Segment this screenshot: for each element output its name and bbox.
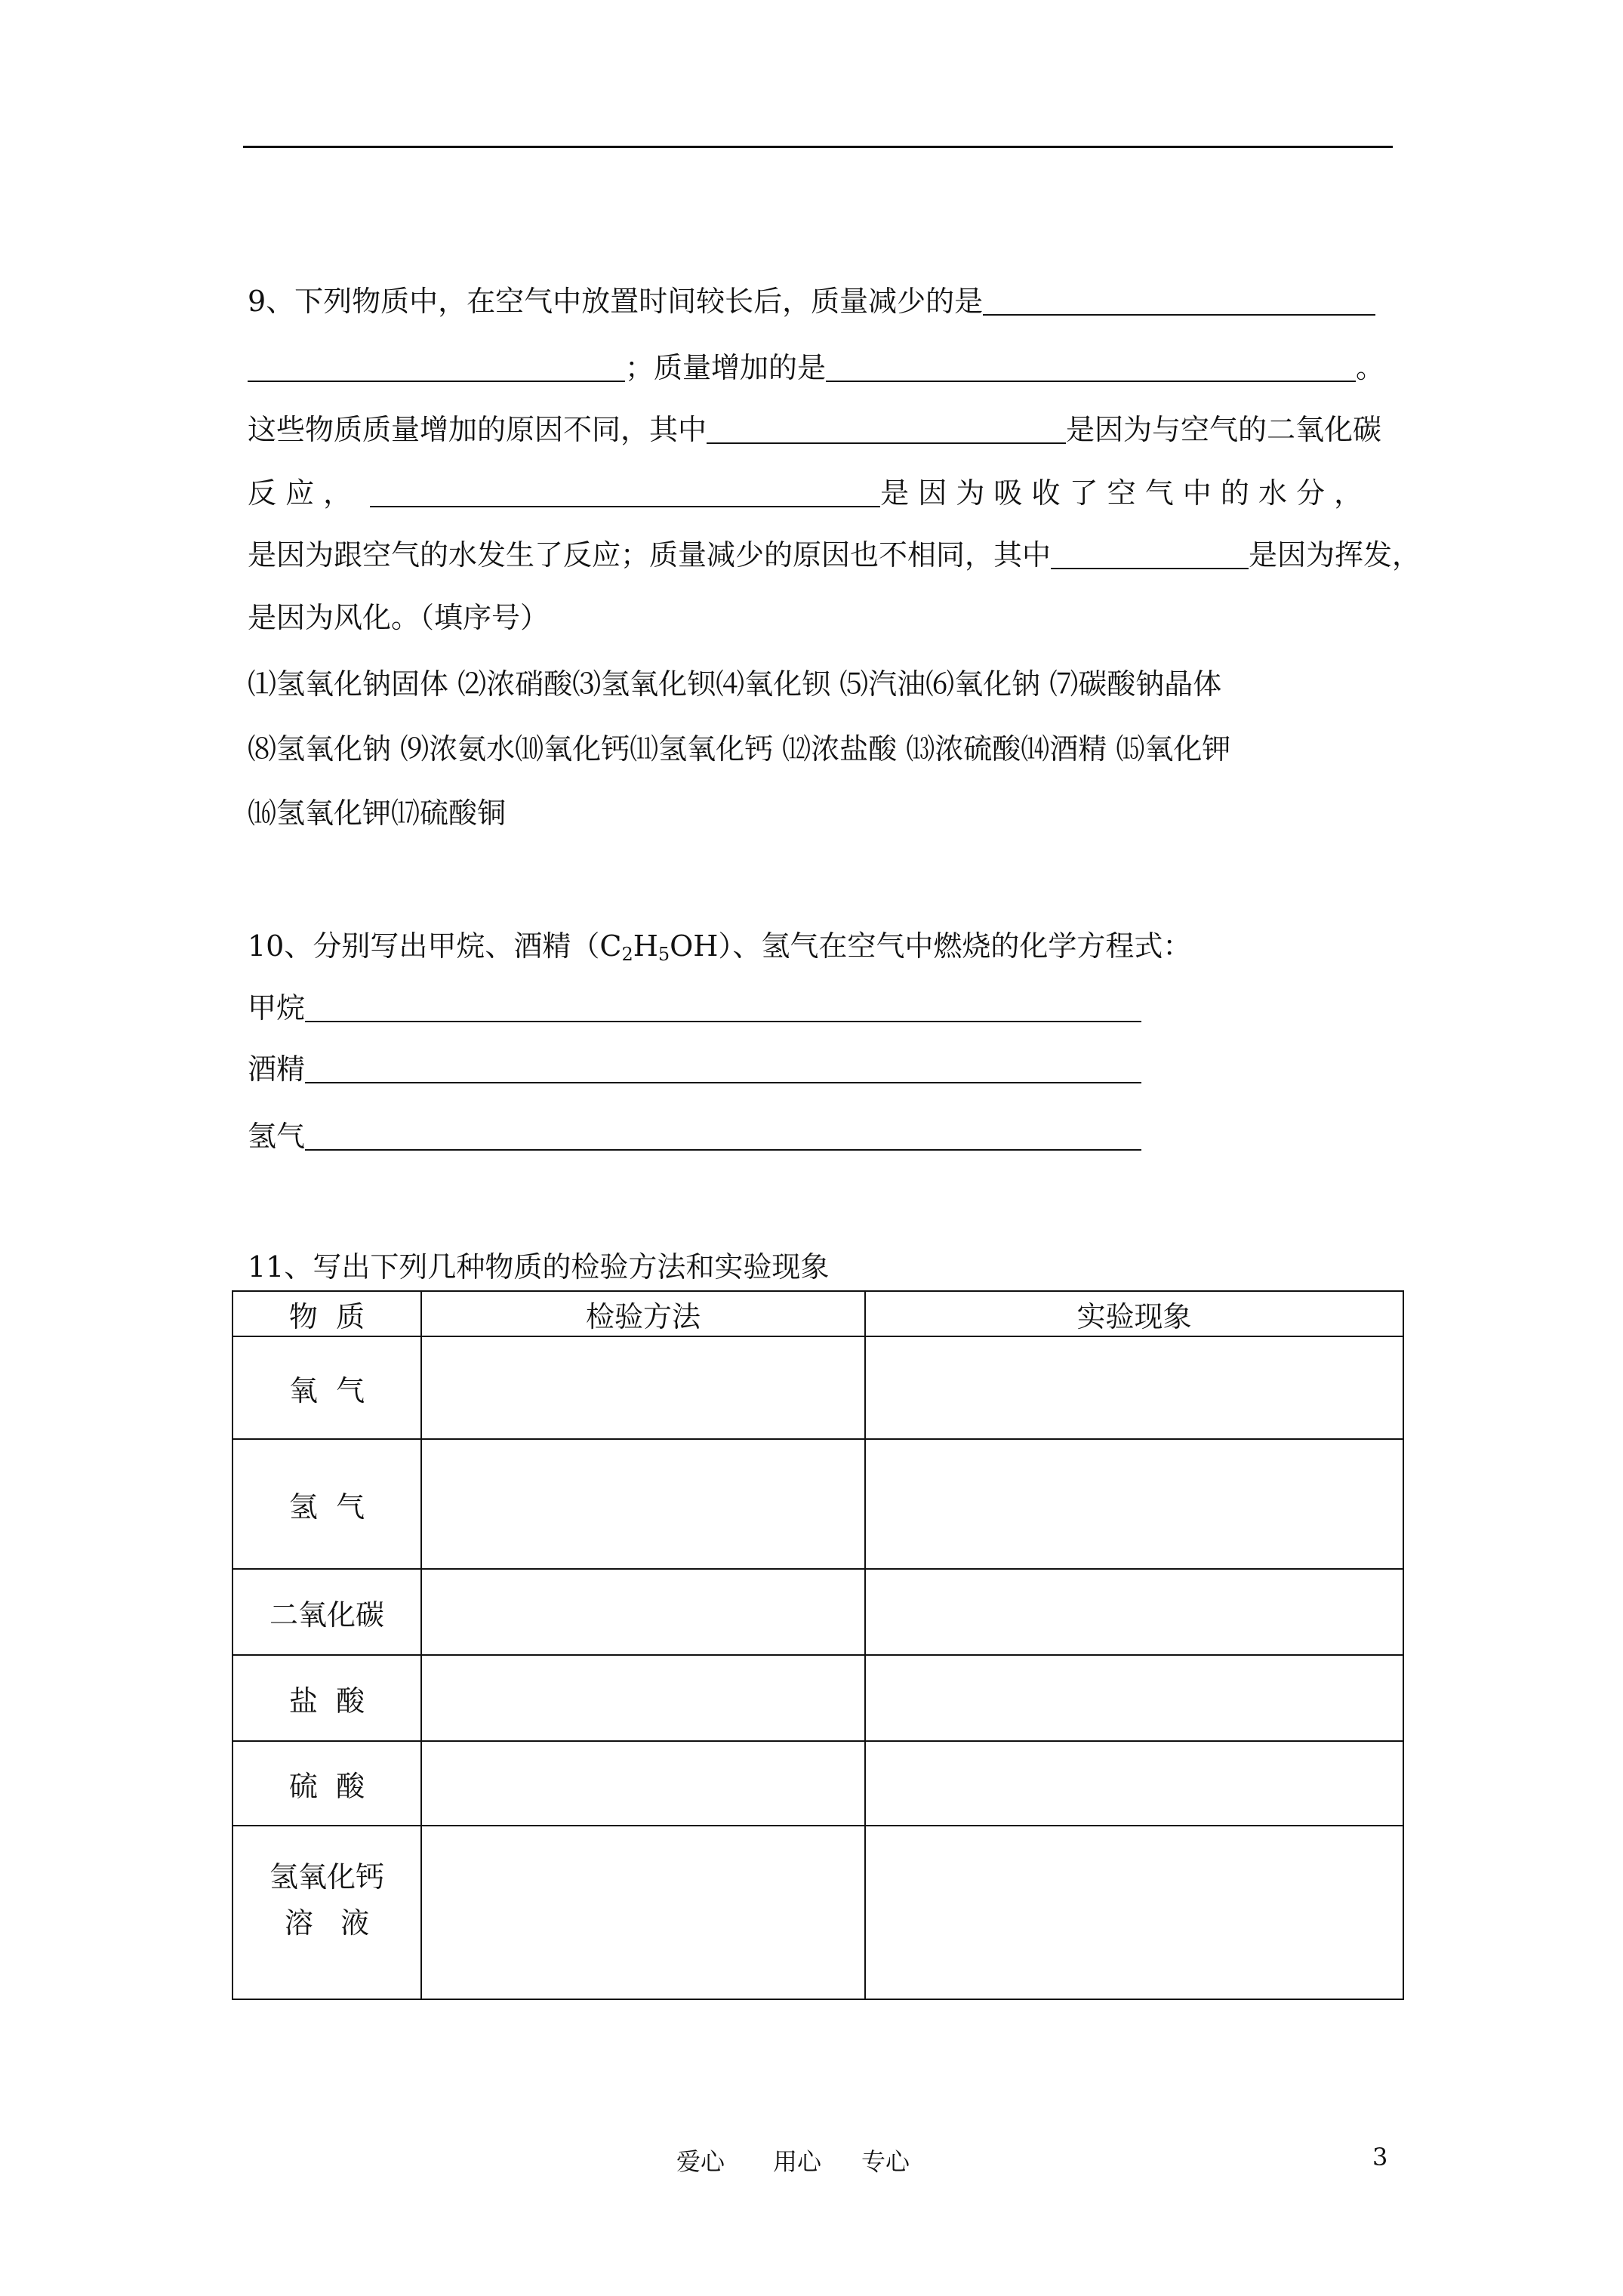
q9-text: 反 应 ， (248, 476, 353, 510)
q9-prompt: 9、下列物质中，在空气中放置时间较长后，质量减少的是 (248, 285, 984, 318)
subscript: 5 (658, 944, 670, 965)
q9-text: 这些物质质量增加的原因不同，其中 (248, 413, 707, 446)
q10-alcohol-row (248, 1046, 1141, 1087)
substance-cell: 氢 气 (233, 1439, 421, 1569)
q10-hydrogen-row (248, 1113, 1141, 1154)
q9-text: 。 (1356, 351, 1385, 384)
phenomenon-cell[interactable] (865, 1655, 1403, 1741)
header-phenomenon: 实验现象 (865, 1291, 1403, 1336)
q10-title (248, 923, 1191, 965)
answer-blank[interactable] (305, 992, 1141, 1022)
q9-text: 是因为跟空气的水发生了反应；质量减少的原因也不相同，其中 (248, 538, 1052, 572)
q9-line-6: 是因为风化。（填序号） (248, 601, 550, 634)
test-methods-table (232, 1290, 1404, 2000)
table-row (233, 1569, 1403, 1655)
footer-text-1: 爱心 (676, 2147, 725, 2176)
header-substance: 物 质 (233, 1291, 421, 1336)
method-cell[interactable] (421, 1655, 865, 1741)
alcohol-label: 酒精 (248, 1052, 306, 1086)
q9-options-2: ⑻氢氧化钠 ⑼浓氨水⑽氧化钙⑾氢氧化钙 ⑿浓盐酸 ⒀浓硫酸⒁酒精 ⒂氧化钾 (248, 732, 1231, 766)
answer-blank[interactable] (305, 1053, 1141, 1083)
phenomenon-cell[interactable] (865, 1569, 1403, 1655)
table-row (233, 1336, 1403, 1439)
footer-text-3: 专心 (861, 2147, 910, 2176)
answer-blank[interactable] (1051, 539, 1249, 569)
q10-title-part: OH）、氢气在空气中燃烧的化学方程式： (670, 929, 1192, 963)
substance-cell (233, 1826, 421, 1999)
q9-line-2 (248, 344, 1384, 386)
q9-line-4 (248, 470, 1363, 511)
method-cell[interactable] (421, 1439, 865, 1569)
answer-blank[interactable] (826, 352, 1356, 382)
phenomenon-cell[interactable] (865, 1336, 1403, 1439)
q10-title-part: 10、分别写出甲烷、酒精（C (248, 929, 622, 963)
methane-label: 甲烷 (248, 991, 306, 1025)
substance-line: 氢氧化钙 (269, 1860, 384, 1894)
q9-options-1: ⑴氢氧化钠固体 ⑵浓硝酸⑶氢氧化钡⑷氧化钡 ⑸汽油⑹氧化钠 ⑺碳酸钠晶体 (248, 667, 1222, 701)
method-cell[interactable] (421, 1741, 865, 1826)
substance-cell: 盐 酸 (233, 1655, 421, 1741)
method-cell[interactable] (421, 1826, 865, 1999)
table-row (233, 1655, 1403, 1741)
q10-methane-row (248, 985, 1141, 1026)
answer-blank[interactable] (305, 1120, 1141, 1151)
q9-text: ；质量增加的是 (625, 351, 827, 384)
q9-text: 是 因 为 吸 收 了 空 气 中 的 水 分 ， (880, 476, 1363, 510)
q9-text: 是因为挥发， (1249, 538, 1421, 572)
header-rule (243, 146, 1393, 148)
answer-blank[interactable] (707, 414, 1066, 444)
header-method: 检验方法 (421, 1291, 865, 1336)
phenomenon-cell[interactable] (865, 1741, 1403, 1826)
method-cell[interactable] (421, 1569, 865, 1655)
q9-line-1 (248, 278, 1375, 319)
table-header-row (233, 1291, 1403, 1336)
method-cell[interactable] (421, 1336, 865, 1439)
answer-blank[interactable] (370, 477, 880, 507)
footer-text-2: 用心 (773, 2147, 822, 2176)
substance-cell: 二氧化碳 (233, 1569, 421, 1655)
substance-cell: 氧 气 (233, 1336, 421, 1439)
answer-blank[interactable] (983, 285, 1375, 316)
table-row (233, 1439, 1403, 1569)
substance-cell: 硫 酸 (233, 1741, 421, 1826)
table-row (233, 1741, 1403, 1826)
table-row (233, 1826, 1403, 1999)
q9-line-5 (248, 532, 1421, 573)
q11-title: 11、写出下列几种物质的检验方法和实验现象 (248, 1250, 830, 1284)
phenomenon-cell[interactable] (865, 1439, 1403, 1569)
page-number: 3 (1372, 2143, 1388, 2171)
q9-line-3 (248, 406, 1381, 448)
q10-title-part: H (633, 929, 658, 963)
q9-text: 是因为与空气的二氧化碳 (1066, 413, 1382, 446)
substance-line: 溶 液 (284, 1906, 370, 1940)
phenomenon-cell[interactable] (865, 1826, 1403, 1999)
subscript: 2 (621, 944, 633, 965)
answer-blank[interactable] (248, 352, 625, 382)
q9-options-3: ⒃氢氧化钾⒄硫酸铜 (248, 797, 507, 830)
hydrogen-label: 氢气 (248, 1120, 306, 1153)
